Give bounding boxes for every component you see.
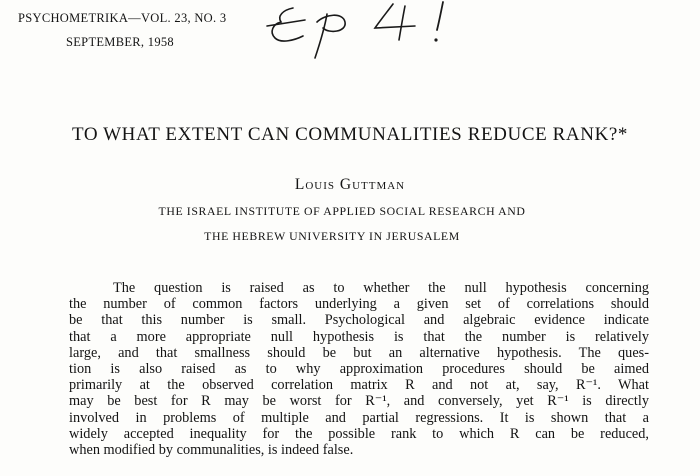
abstract-line: primarily at the observed correlation matrix R and not at, say, R⁻¹. What <box>69 377 649 394</box>
abstract-line: may be best for R may be worst for R⁻¹, and conversely, yet R⁻¹ is directly <box>69 393 649 410</box>
abstract-line: The question is raised as to whether the null hypothesis concerning <box>113 280 649 296</box>
article-title-text: TO WHAT EXTENT CAN COMMUNALITIES REDUCE RANK?* <box>71 124 629 145</box>
handwritten-annotation <box>265 0 485 60</box>
abstract-line: involved in problems of multiple and partial regressions. It is shown that a <box>69 409 649 426</box>
affiliation-line-1: THE ISRAEL INSTITUTE OF APPLIED SOCIAL RESEARCH AND <box>158 204 526 218</box>
abstract-line: when modified by communalities, is indeed false. <box>69 441 354 458</box>
author-name: Louis Guttman <box>294 176 406 193</box>
abstract <box>69 280 649 458</box>
article-title <box>0 124 700 146</box>
abstract-line: large, and that smallness should be but an alternative hypothesis. The ques- <box>69 344 649 361</box>
journal-date-line: SEPTEMBER, 1958 <box>66 35 174 49</box>
abstract-line: be that this number is small. Psychological and algebraic evidence indicate <box>69 312 649 329</box>
abstract-line: the number of common factors underlying a given set of correlations should <box>69 296 649 313</box>
abstract-line: that a more appropriate null hypothesis is that the number is relatively <box>69 328 649 345</box>
abstract-line: tion is also raised as to why approximation procedures should be aimed <box>69 360 649 377</box>
affiliation-line-2: THE HEBREW UNIVERSITY IN JERUSALEM <box>204 229 460 243</box>
journal-volume-line: PSYCHOMETRIKA—VOL. 23, NO. 3 <box>18 11 227 25</box>
abstract-line: widely accepted inequality for the possible rank to which R can be reduced, <box>69 425 649 442</box>
